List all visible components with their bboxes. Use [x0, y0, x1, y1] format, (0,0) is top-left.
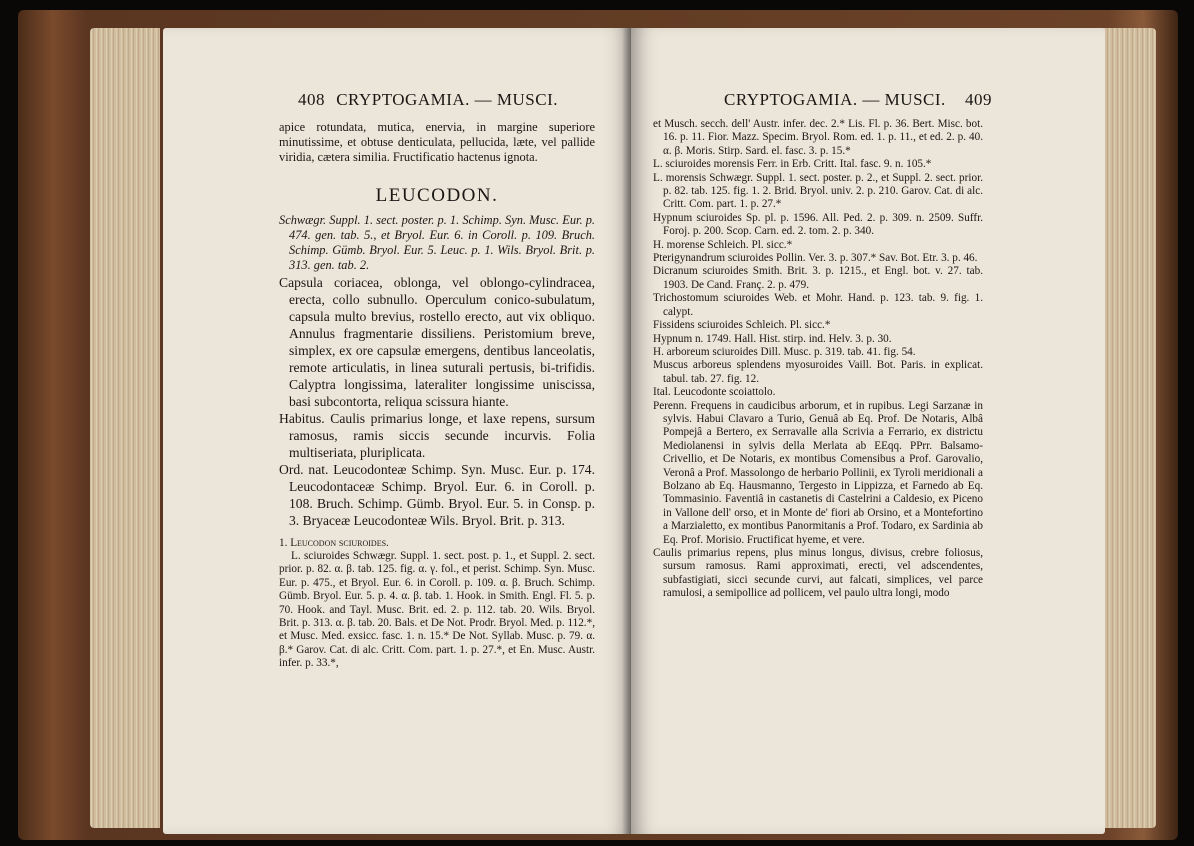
page-edges-left	[90, 28, 160, 828]
synonym-entry: Fissidens sciuroides Schleich. Pl. sicc.*	[653, 319, 831, 332]
synonym-entry: L. sciuroides morensis Ferr. in Erb. Critt. Ital. fasc. 9. n. 105.*	[653, 158, 932, 171]
habitat-paragraph: Perenn. Frequens in caudicibus arborum, et in rupibus. Legi Sarzanæ in sylvis. Habui Clavaro a Turio, Genuâ ab Eq. Prof. De Notaris, Albâ Pompejâ a Bertero, ex Serravalle alla Scrivia a Ferrario, ex districtu Mediolanensi in sylvis della Merlata ab EEqq. PPrr. Balsamo-Crivellio, et De Notaris, ex montibus Comensibus a Prof. Garovalio, Veronâ a Prof. Massolongo de herbario Pollinii, ex Tyroli meridionali a Bolzano ab Eq. Hausmanno, Tergesto in Lippizza, et Farnedo ab Eq. Tommasinio. Faventiâ in castanetis di Castelrini a Caldesio, ex Piceno in Vallone dell' orso, et in Monte de' fiori ab Orsino, et a Montefortino a Marzialetto, ex montibus Panormitanis a Prof. Todaro, ex Sardinia ab Eq. Prof. Morisio. Fructificat hyeme, et vere.	[653, 399, 983, 546]
right-running-head	[724, 90, 992, 110]
synonym-entry: H. arboreum sciuroides Dill. Musc. p. 319. tab. 41. fig. 54.	[653, 345, 916, 358]
italian-name: Ital. Leucodonte scoiattolo.	[653, 386, 776, 399]
synonym-entry: Hypnum sciuroides Sp. pl. p. 1596. All. Ped. 2. p. 309. n. 2509. Suffr. Foroj. p. 200. Scop. Carn. ed. 2. tom. 2. p. 340.	[653, 211, 983, 238]
genus-citation: Schwægr. Suppl. 1. sect. poster. p. 1. Schimp. Syn. Musc. Eur. p. 474. gen. tab. 5., et Bryol. Eur. 6. in Coroll. p. 109. Bruch. Schimp. Gümb. Bryol. Eur. 5. Leuc. p. 1. Wils. Bryol. Brit. p. 313. gen. tab. 2.	[279, 212, 595, 273]
left-running-head	[298, 90, 558, 110]
left-running-title: CRYPTOGAMIA. — MUSCI.	[336, 90, 558, 109]
genus-heading: LEUCODON.	[375, 184, 499, 206]
synonym-entry: H. morense Schleich. Pl. sicc.*	[653, 238, 793, 251]
species-title: 1. Leucodon sciuroides.	[279, 536, 389, 549]
intro-paragraph: apice rotundata, mutica, enervia, in margine superiore minutissime, et obtuse denticulata, pellucida, læte, vel pallide viridia, cætera similia. Fructificatio hactenus ignota.	[279, 120, 595, 165]
right-text-column	[653, 118, 983, 601]
synonym-entry: Hypnum n. 1749. Hall. Hist. stirp. ind. Helv. 3. p. 30.	[653, 332, 892, 345]
synonym-entry: Trichostomum sciuroides Web. et Mohr. Hand. p. 123. tab. 9. fig. 1. calypt.	[653, 292, 983, 318]
left-page	[163, 28, 631, 834]
right-page	[631, 28, 1105, 834]
ord-nat: Ord. nat. Leucodonteæ Schimp. Syn. Musc. Eur. p. 174. Leucodontaceæ Schimp. Bryol. Eur. 6. in Coroll. p. 108. Bruch. Schimp. Gümb. Bryol. Eur. 5. in Consp. p. 3. Bryaceæ Leucodonteæ Wils. Bryol. Brit. p. 313.	[279, 461, 595, 528]
habitus: Habitus. Caulis primarius longe, et laxe repens, sursum ramosus, ramis siccis secunde incurvis. Folia multiseriata, pluriplicata.	[279, 410, 595, 460]
left-text-column	[279, 120, 595, 671]
synonym-entry: et Musch. secch. dell' Austr. infer. dec. 2.* Lis. Fl. p. 36. Bert. Misc. bot. 16. p. 11. Fior. Mazz. Specim. Bryol. Rom. ed. 1. p. 11., et ed. 2. p. 40. α. β. Moris. Stirp. Sard. el. fasc. 3. p. 15.*	[653, 118, 983, 157]
right-running-title: CRYPTOGAMIA. — MUSCI.	[724, 90, 946, 109]
right-page-number: 409	[965, 90, 992, 109]
synonym-entry: L. morensis Schwægr. Suppl. 1. sect. poster. p. 2., et Suppl. 2. sect. prior. p. 82. tab. 125. fig. 1. 2. Brid. Bryol. univ. 2. p. 210. Garov. Cat. di alc. Critt. Com. part. 1. p. 27.*	[653, 171, 983, 211]
synonym-entry: Muscus arboreus splendens myosuroides Vaill. Bot. Paris. in explicat. tabul. tab. 27. fig. 12.	[653, 359, 983, 385]
book-spread	[18, 10, 1178, 840]
caulis-paragraph: Caulis primarius repens, plus minus longus, divisus, crebre foliosus, sursum ramosus. Rami approximati, erecti, vel adscendentes, subfastigiati, sicci secunde curvi, aut falcati, simplices, vel parce ramulosi, a semipollice ad pollicem, vel paulo ultra longi, modo	[653, 547, 983, 600]
left-page-number: 408	[298, 90, 325, 109]
genus-description: Capsula coriacea, oblonga, vel oblongo-cylindracea, erecta, collo subnullo. Operculum conico-subulatum, capsula multo brevius, rostello erecto, aut vix obliquo. Annulus fragmentarie dissiliens. Peristomium breve, simplex, ex ore capsulæ emergens, dentibus lanceolatis, remote articulatis, in linea suturali pertusis, bi-trifidis. Calyptra longissima, lateraliter longissime uniscissa, basi subcontorta, reliqua scissura hiante.	[279, 274, 595, 409]
synonym-entry: Dicranum sciuroides Smith. Brit. 3. p. 1215., et Engl. bot. v. 27. tab. 1903. De Cand. Franç. 2. p. 479.	[653, 265, 983, 291]
species-synonymy: L. sciuroides Schwægr. Suppl. 1. sect. post. p. 1., et Suppl. 2. sect. prior. p. 82. α. β. tab. 125. fig. α. γ. fol., et perist. Schimp. Syn. Musc. Eur. p. 475., et Bryol. Eur. 6. in Coroll. p. 109. α. β. Bruch. Schimp. Gümb. Bryol. Eur. 5. p. 4. α. β. tab. 1. Hook. in Smith. Engl. Fl. 5. p. 70. Hook. and Tayl. Musc. Brit. ed. 2. p. 112. tab. 20. Wils. Bryol. Brit. p. 313. α. β. tab. 20. Bals. et De Not. Prodr. Bryol. Med. p. 112.*, et Musc. Med. exsicc. fasc. 1. n. 15.* De Not. Syllab. Musc. p. 79. α. β.* Garov. Cat. di alc. Critt. Com. part. 1. p. 27.*, et En. Musc. Austr. infer. p. 33.*,	[279, 550, 595, 670]
synonym-entry: Pterigynandrum sciuroides Pollin. Ver. 3. p. 307.* Sav. Bot. Etr. 3. p. 46.	[653, 252, 978, 265]
